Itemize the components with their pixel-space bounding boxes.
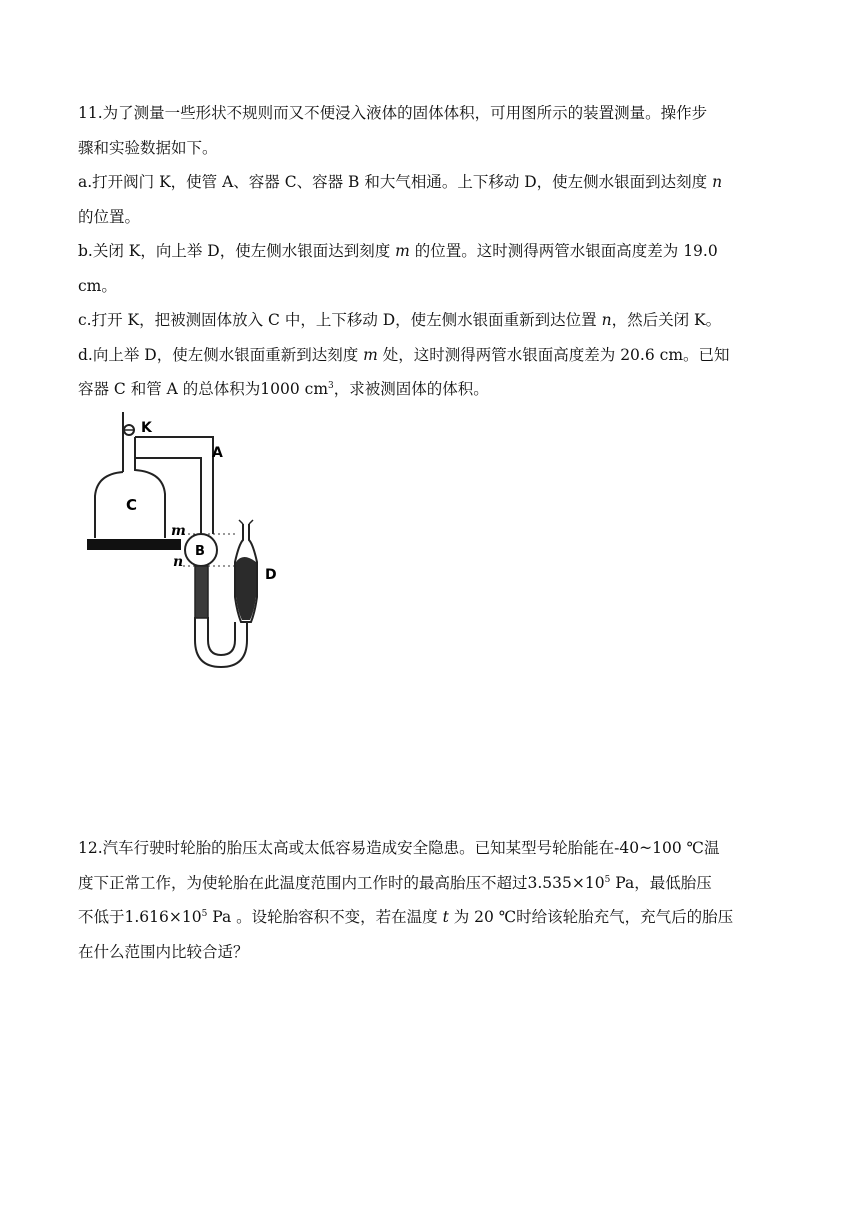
tube-a-inner: [135, 458, 201, 534]
label-m: m: [171, 523, 186, 539]
q12-line-1: 12.汽车行驶时轮胎的胎压太高或太低容易造成安全隐患。已知某型号轮胎能在-40~100 ℃温: [78, 839, 720, 857]
step-a: a.打开阀门 K，使管 A、容器 C、容器 B 和大气相通。上下移动 D，使左侧水银面到达刻度 n: [78, 173, 723, 191]
q12-line-2: 度下正常工作，为使轮胎在此温度范围内工作时的最高胎压不超过$3.535\times 10^5$ Pa，最低胎压: [78, 873, 712, 892]
u-tube-inner: [208, 617, 235, 655]
q12-line-4: 在什么范围内比较合适？: [78, 942, 249, 961]
q11-line-1: 11.为了测量一些形状不规则而又不便浸入液体的固体体积，可用图所示的装置测量。操作步: [78, 104, 708, 122]
step-b: b.关闭 K，向上举 D，使左侧水银面达到刻度 m 的位置。这时测得两管水银面高度差为 19.0: [78, 242, 718, 260]
reservoir-mercury: [236, 557, 256, 620]
step-a-cont: 的位置。: [78, 207, 141, 226]
step-b-cont: cm。: [78, 276, 117, 295]
left-mercury-column: [195, 566, 208, 618]
label-k: K: [141, 420, 152, 436]
q11-line-2: 骤和实验数据如下。: [78, 138, 218, 157]
question-12: [78, 831, 778, 969]
step-c: c.打开 K，把被测固体放入 C 中，上下移动 D，使左侧水银面重新到达位置 n，然后关闭 K。: [78, 311, 722, 329]
label-c: C: [126, 496, 138, 514]
container-c-right: [135, 458, 165, 538]
q12-line-3: 不低于$1.616\times 10^5$ Pa 。设轮胎容积不变，若在温度 t 为 20 ℃时给该轮胎充气，充气后的胎压: [78, 908, 734, 926]
question-11: [78, 96, 778, 407]
step-d-cont: 容器 C 和管 A 的总体积为1000 $cm^3$，求被测固体的体积。: [78, 380, 489, 398]
step-d: d.向上举 D，使左侧水银面重新到达刻度 m 处，这时测得两管水银面高度差为 20.6 cm。已知: [78, 345, 730, 364]
u-tube-outer: [195, 617, 247, 667]
container-c-left: [95, 472, 123, 538]
label-b: B: [195, 544, 205, 559]
apparatus-diagram: [85, 412, 295, 677]
base-plate: [87, 539, 181, 550]
label-a: A: [212, 445, 223, 461]
label-d: D: [265, 567, 277, 583]
label-n: n: [173, 554, 184, 570]
